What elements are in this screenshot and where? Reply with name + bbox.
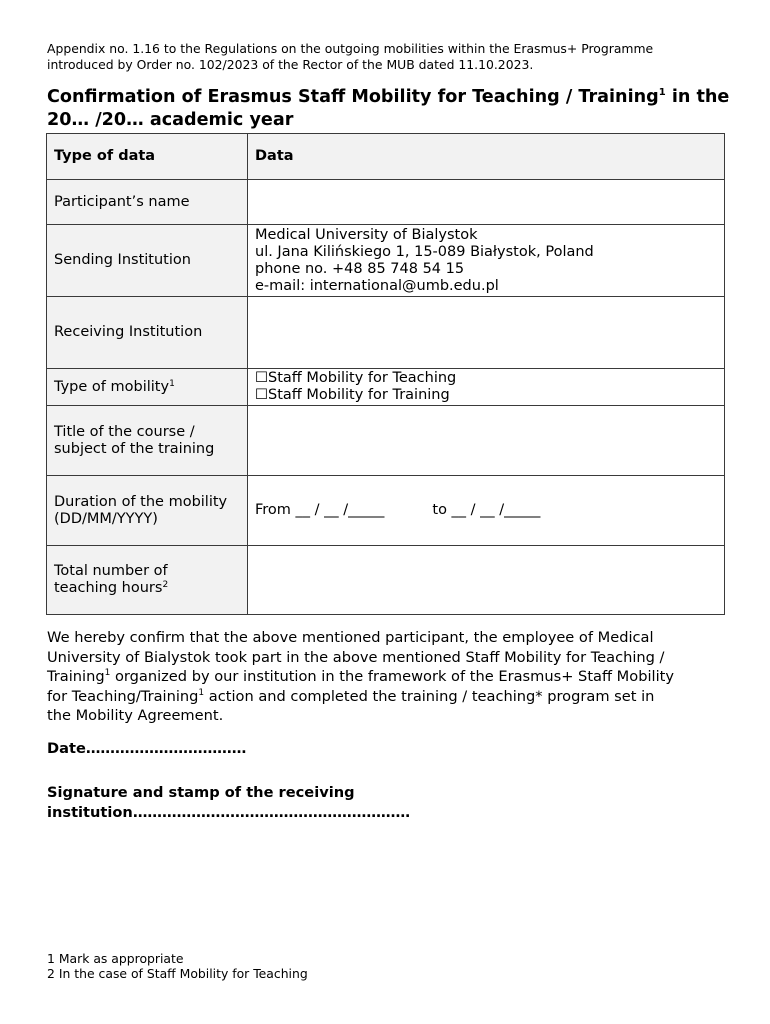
signature-line: institution………………………………………………… bbox=[47, 803, 411, 821]
type-of-mobility-text: Type of mobility bbox=[54, 378, 170, 395]
checkbox-teaching[interactable]: ☐Staff Mobility for Teaching bbox=[255, 370, 457, 386]
duration-field[interactable] bbox=[248, 476, 725, 546]
confirmation-line: We hereby confirm that the above mentioned participant, the employee of Medical bbox=[47, 629, 654, 646]
sending-line: ul. Jana Kilińskiego 1, 15-089 Białystok, Poland bbox=[255, 243, 594, 260]
header-data: Data bbox=[248, 134, 725, 180]
confirmation-line: University of Bialystok took part in the above mentioned Staff Mobility for Teaching / bbox=[47, 648, 665, 666]
duration-label-line: (DD/MM/YYYY) bbox=[54, 510, 158, 527]
mobility-footnote-ref: 1 bbox=[169, 378, 175, 389]
table-row-mobility-type bbox=[47, 369, 725, 406]
table-row-receiving bbox=[47, 297, 725, 369]
title-text: Confirmation of Erasmus Staff Mobility for Teaching / Training bbox=[47, 87, 659, 107]
footnotes bbox=[47, 951, 308, 981]
course-title-label bbox=[47, 406, 248, 476]
document-title bbox=[47, 86, 747, 132]
receiving-institution-field[interactable] bbox=[248, 297, 725, 369]
date-field[interactable]: Date…………………………… bbox=[47, 740, 247, 757]
mobility-data-table bbox=[46, 133, 725, 615]
course-label-line: Title of the course / bbox=[54, 423, 195, 440]
confirmation-footnote-ref: 1 bbox=[104, 668, 111, 679]
sending-institution-label: Sending Institution bbox=[47, 225, 248, 297]
title-text-year: in the 20… /20… academic year bbox=[47, 87, 730, 130]
course-label-line: subject of the training bbox=[54, 440, 215, 457]
course-title-field[interactable] bbox=[248, 406, 725, 476]
hours-footnote-ref: 2 bbox=[162, 580, 169, 590]
duration-from: From __ / __ /_____ bbox=[255, 502, 385, 518]
confirmation-line: for Teaching/Training$^1$ action and completed the training / teaching* program set in bbox=[47, 687, 655, 705]
appendix-note bbox=[47, 41, 737, 72]
table-row-sending bbox=[47, 225, 725, 297]
checkbox-training[interactable]: ☐Staff Mobility for Training bbox=[255, 387, 450, 403]
confirmation-line: the Mobility Agreement. bbox=[47, 707, 224, 725]
sending-institution-value bbox=[248, 225, 725, 297]
receiving-institution-label: Receiving Institution bbox=[47, 297, 248, 369]
title-footnote-ref: 1 bbox=[658, 87, 666, 98]
table-row-course bbox=[47, 406, 725, 476]
sending-line: Medical University of Bialystok bbox=[255, 226, 478, 243]
hours-label-line: teaching hours$^2$ bbox=[54, 580, 169, 596]
sending-line: phone no. +48 85 748 54 15 bbox=[255, 260, 465, 277]
footnote: 1 Mark as appropriate bbox=[47, 951, 184, 966]
table-row-participant bbox=[47, 180, 725, 225]
signature-line: Signature and stamp of the receiving bbox=[47, 784, 355, 801]
type-of-mobility-options bbox=[248, 369, 725, 406]
participant-name-field[interactable] bbox=[248, 180, 725, 225]
confirmation-line: Training$^1$ organized by our institution in the framework of the Erasmus+ Staff Mobility bbox=[47, 668, 674, 686]
table-header-row bbox=[47, 134, 725, 180]
teaching-hours-field[interactable] bbox=[248, 546, 725, 615]
appendix-line: Appendix no. 1.16 to the Regulations on the outgoing mobilities within the Erasmus+ Programme bbox=[47, 41, 654, 56]
type-of-mobility-label bbox=[47, 369, 248, 406]
table-row-hours bbox=[47, 546, 725, 615]
sending-line: e-mail: international@umb.edu.pl bbox=[255, 277, 499, 294]
duration-label-line: Duration of the mobility bbox=[54, 493, 228, 510]
teaching-hours-label bbox=[47, 546, 248, 615]
header-type-of-data: Type of data bbox=[47, 134, 248, 180]
footnote: 2 In the case of Staff Mobility for Teaching bbox=[47, 966, 308, 982]
duration-to: to __ / __ /_____ bbox=[432, 502, 541, 518]
appendix-line: introduced by Order no. 102/2023 of the Rector of the MUB dated 11.10.2023. bbox=[47, 56, 534, 72]
table-row-duration bbox=[47, 476, 725, 546]
confirmation-footnote-ref: 1 bbox=[198, 687, 205, 698]
confirmation-paragraph bbox=[47, 628, 737, 726]
signature-field[interactable] bbox=[47, 783, 547, 822]
participant-name-label: Participant’s name bbox=[47, 180, 248, 225]
duration-label bbox=[47, 476, 248, 546]
hours-label-line: Total number of bbox=[54, 563, 168, 579]
